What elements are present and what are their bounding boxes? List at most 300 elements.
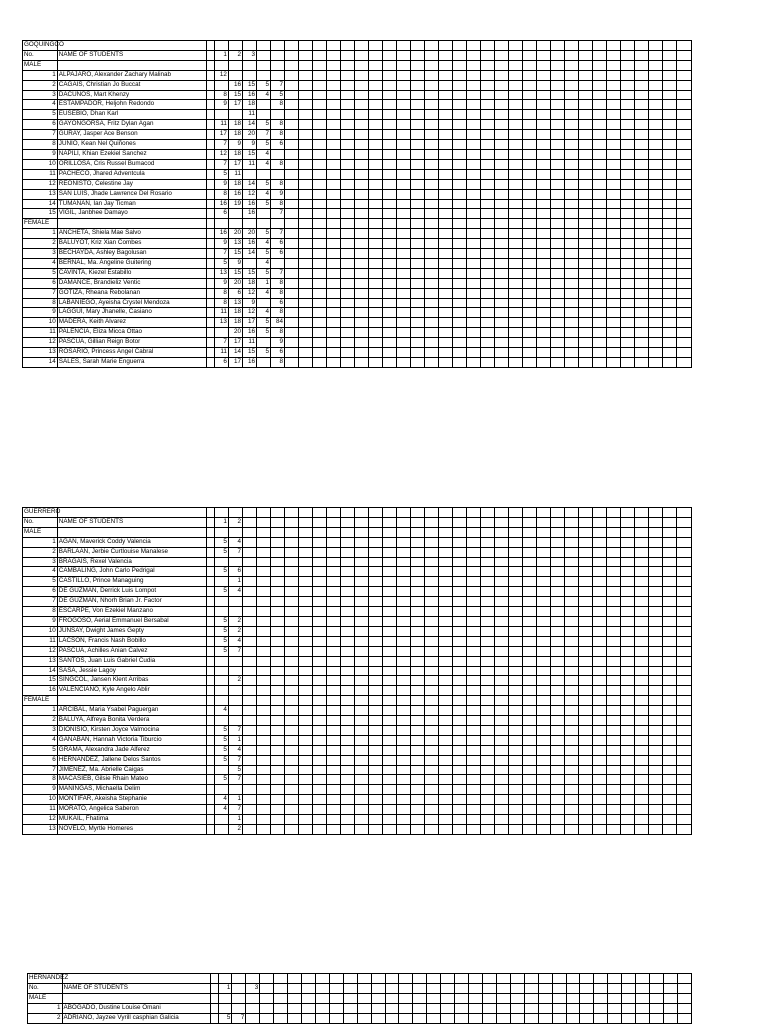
- grid-cell: [649, 805, 663, 815]
- grid-cell: [509, 328, 523, 338]
- grid-cell: [327, 199, 341, 209]
- grid-cell: [411, 308, 425, 318]
- grid-cell: [663, 60, 677, 70]
- grid-cell: [621, 656, 635, 666]
- grid-cell: [607, 517, 621, 527]
- grid-cell: [285, 656, 299, 666]
- grid-cell: [383, 735, 397, 745]
- grid-cell: [551, 805, 565, 815]
- grid-cell: [355, 120, 369, 130]
- grid-cell: [663, 765, 677, 775]
- grid-cell: [439, 745, 453, 755]
- grid-cell: [649, 50, 663, 60]
- grid-cell: [607, 338, 621, 348]
- grid-cell: [341, 120, 355, 130]
- score-cell: 5: [214, 626, 228, 636]
- grid-cell: [453, 745, 467, 755]
- grid-cell: [207, 686, 215, 696]
- grid-cell: [481, 795, 495, 805]
- grid-cell: [270, 577, 284, 587]
- grid-cell: [495, 676, 509, 686]
- grid-cell: [621, 805, 635, 815]
- grid-cell: [313, 140, 327, 150]
- grid-cell: [495, 149, 509, 159]
- grid-cell: [467, 120, 481, 130]
- grid-cell: [369, 338, 383, 348]
- grid-cell: [299, 110, 313, 120]
- grid-cell: [537, 249, 551, 259]
- grid-cell: [397, 120, 411, 130]
- student-name: GAYONGORSA, Fritz Dylan Agan: [57, 120, 206, 130]
- grid-cell: [537, 745, 551, 755]
- grid-cell: [299, 169, 313, 179]
- grid-cell: [579, 735, 593, 745]
- grid-cell: [383, 587, 397, 597]
- grid-cell: [299, 765, 313, 775]
- grid-cell: [607, 696, 621, 706]
- grid-cell: [551, 755, 565, 765]
- grid-cell: [635, 716, 649, 726]
- grid-cell: [411, 795, 425, 805]
- grid-cell: [509, 338, 523, 348]
- grid-cell: [483, 993, 497, 1003]
- grid-cell: [355, 90, 369, 100]
- student-name: DE GUZMAN, Derrick Luis Lompot: [57, 587, 206, 597]
- grid-cell: [467, 179, 481, 189]
- grid-cell: [411, 815, 425, 825]
- grid-cell: [285, 825, 299, 835]
- grid-cell: [580, 983, 594, 993]
- grid-cell: [425, 795, 439, 805]
- grid-cell: [483, 974, 497, 984]
- grid-cell: [411, 159, 425, 169]
- grid-cell: [383, 298, 397, 308]
- grid-cell: [467, 755, 481, 765]
- grid-cell: [467, 249, 481, 259]
- grid-cell: [509, 725, 523, 735]
- grid-cell: [537, 696, 551, 706]
- grid-cell: [453, 80, 467, 90]
- grid-cell: [411, 785, 425, 795]
- grid-cell: [399, 1003, 413, 1013]
- grid-cell: [621, 607, 635, 617]
- grid-cell: [635, 60, 649, 70]
- grid-cell: [635, 696, 649, 706]
- grid-cell: [551, 666, 565, 676]
- grid-cell: [495, 169, 509, 179]
- grid-cell: [285, 527, 299, 537]
- grid-cell: [327, 597, 341, 607]
- grid-cell: [565, 60, 579, 70]
- grid-cell: [523, 775, 537, 785]
- grid-cell: [397, 258, 411, 268]
- grid-cell: [523, 100, 537, 110]
- grid-cell: [579, 537, 593, 547]
- grid-cell: [285, 577, 299, 587]
- grid-cell: [397, 100, 411, 110]
- grid-cell: [256, 219, 270, 229]
- grid-cell: [664, 993, 678, 1003]
- grid-cell: [299, 90, 313, 100]
- score-cell: 7: [270, 268, 284, 278]
- grid-cell: [453, 239, 467, 249]
- score-cell: 8: [270, 328, 284, 338]
- grid-cell: [608, 983, 622, 993]
- grid-cell: [621, 258, 635, 268]
- grid-cell: [285, 725, 299, 735]
- grid-cell: [649, 716, 663, 726]
- grid-cell: [453, 805, 467, 815]
- grid-cell: [439, 100, 453, 110]
- grid-cell: [481, 825, 495, 835]
- grid-cell: [207, 41, 215, 51]
- grid-cell: [299, 308, 313, 318]
- grid-cell: [207, 815, 215, 825]
- grid-cell: [256, 557, 270, 567]
- grid-cell: [523, 298, 537, 308]
- score-cell: 5: [214, 636, 228, 646]
- grid-cell: [467, 70, 481, 80]
- grid-cell: [649, 666, 663, 676]
- grid-cell: [621, 666, 635, 676]
- student-name: MANINGAS, Michaella Delim: [57, 785, 206, 795]
- grid-cell: [411, 567, 425, 577]
- grid-cell: [207, 70, 215, 80]
- grid-cell: [453, 140, 467, 150]
- grid-cell: [677, 785, 692, 795]
- grid-cell: [523, 755, 537, 765]
- grid-cell: [495, 517, 509, 527]
- grid-cell: [425, 50, 439, 60]
- score-cell: [228, 785, 242, 795]
- grid-cell: [565, 41, 579, 51]
- grid-cell: [355, 338, 369, 348]
- score-column-header: [232, 983, 246, 993]
- grid-cell: [677, 696, 692, 706]
- grid-cell: [327, 100, 341, 110]
- grid-cell: [214, 41, 228, 51]
- grid-cell: [467, 825, 481, 835]
- grid-cell: [649, 706, 663, 716]
- score-column-header: 1: [214, 50, 228, 60]
- grid-cell: [635, 169, 649, 179]
- grid-cell: [439, 239, 453, 249]
- grid-cell: [256, 676, 270, 686]
- student-number: 12: [23, 179, 58, 189]
- grid-cell: [495, 626, 509, 636]
- grid-cell: [537, 50, 551, 60]
- grid-cell: [299, 547, 313, 557]
- student-number: 3: [23, 249, 58, 259]
- grid-cell: [551, 745, 565, 755]
- grid-cell: [455, 983, 469, 993]
- grid-cell: [299, 567, 313, 577]
- grid-cell: [566, 974, 580, 984]
- grid-cell: [621, 755, 635, 765]
- grid-cell: [313, 537, 327, 547]
- grid-cell: [649, 537, 663, 547]
- grid-cell: [207, 825, 215, 835]
- grid-cell: [481, 140, 495, 150]
- grid-cell: [355, 626, 369, 636]
- grid-cell: [341, 527, 355, 537]
- grid-cell: [355, 249, 369, 259]
- grid-cell: [242, 587, 256, 597]
- grid-cell: [607, 90, 621, 100]
- grid-cell: [565, 318, 579, 328]
- grid-cell: [341, 815, 355, 825]
- grid-cell: [607, 508, 621, 518]
- grid-cell: [551, 90, 565, 100]
- grid-cell: [551, 130, 565, 140]
- grid-cell: [579, 607, 593, 617]
- grid-cell: [285, 616, 299, 626]
- grid-cell: [411, 547, 425, 557]
- score-cell: 18: [228, 179, 242, 189]
- grid-cell: [537, 169, 551, 179]
- grid-cell: [523, 706, 537, 716]
- grid-cell: [285, 795, 299, 805]
- grid-cell: [565, 547, 579, 557]
- grid-cell: [369, 805, 383, 815]
- grid-cell: [523, 110, 537, 120]
- grid-cell: [411, 676, 425, 686]
- grid-cell: [299, 587, 313, 597]
- grid-cell: [425, 169, 439, 179]
- grid-cell: [256, 716, 270, 726]
- grid-cell: [495, 815, 509, 825]
- grid-cell: [663, 80, 677, 90]
- grid-cell: [467, 110, 481, 120]
- grid-cell: [467, 308, 481, 318]
- score-cell: [256, 110, 270, 120]
- grid-cell: [397, 616, 411, 626]
- grid-cell: [467, 567, 481, 577]
- grid-cell: [523, 308, 537, 318]
- grid-cell: [383, 656, 397, 666]
- grid-cell: [523, 169, 537, 179]
- grid-cell: [285, 666, 299, 676]
- grid-cell: [467, 686, 481, 696]
- grid-cell: [453, 577, 467, 587]
- grid-cell: [537, 616, 551, 626]
- grid-cell: [537, 298, 551, 308]
- grid-cell: [327, 735, 341, 745]
- grid-cell: [537, 278, 551, 288]
- grid-cell: [285, 288, 299, 298]
- grid-cell: [369, 298, 383, 308]
- grid-cell: [313, 288, 327, 298]
- grid-cell: [256, 765, 270, 775]
- grid-cell: [677, 666, 692, 676]
- grid-cell: [621, 577, 635, 587]
- grid-cell: [355, 60, 369, 70]
- grid-cell: [593, 815, 607, 825]
- grid-cell: [357, 1003, 371, 1013]
- grid-cell: [285, 517, 299, 527]
- grid-cell: [677, 537, 692, 547]
- grid-cell: [397, 229, 411, 239]
- student-name: AGAN, Maverick Coddy Valencia: [57, 537, 206, 547]
- grid-cell: [537, 358, 551, 368]
- grid-cell: [57, 508, 206, 518]
- grid-cell: [439, 130, 453, 140]
- grid-cell: [369, 189, 383, 199]
- grid-cell: [509, 60, 523, 70]
- grid-cell: [242, 537, 256, 547]
- grid-cell: [663, 725, 677, 735]
- grid-cell: [439, 646, 453, 656]
- grid-cell: [495, 189, 509, 199]
- grid-cell: [299, 140, 313, 150]
- grid-cell: [663, 706, 677, 716]
- column-header-no: No.: [28, 983, 63, 993]
- student-number: 8: [23, 140, 58, 150]
- student-row: [23, 795, 692, 805]
- grid-cell: [467, 666, 481, 676]
- score-cell: 7: [270, 80, 284, 90]
- grid-cell: [509, 100, 523, 110]
- grid-cell: [383, 795, 397, 805]
- grid-cell: [481, 765, 495, 775]
- grid-cell: [355, 527, 369, 537]
- score-cell: 6: [214, 358, 228, 368]
- grid-cell: [621, 765, 635, 775]
- grid-cell: [341, 745, 355, 755]
- grid-cell: [663, 159, 677, 169]
- grid-cell: [411, 268, 425, 278]
- grid-cell: [299, 815, 313, 825]
- grid-cell: [274, 974, 288, 984]
- grid-cell: [607, 258, 621, 268]
- grid-cell: [411, 110, 425, 120]
- grid-cell: [677, 775, 692, 785]
- grid-cell: [57, 696, 206, 706]
- grid-cell: [677, 686, 692, 696]
- score-cell: 18: [242, 100, 256, 110]
- grid-cell: [453, 60, 467, 70]
- grid-cell: [327, 249, 341, 259]
- grid-cell: [369, 537, 383, 547]
- grid-cell: [207, 358, 215, 368]
- grid-cell: [467, 805, 481, 815]
- grid-cell: [397, 626, 411, 636]
- grid-cell: [207, 785, 215, 795]
- grid-cell: [565, 825, 579, 835]
- grid-cell: [274, 1013, 288, 1023]
- grid-cell: [411, 716, 425, 726]
- grid-cell: [341, 328, 355, 338]
- score-cell: 12: [242, 308, 256, 318]
- grid-cell: [565, 716, 579, 726]
- grid-cell: [453, 656, 467, 666]
- grid-cell: [411, 825, 425, 835]
- grid-cell: [299, 120, 313, 130]
- grid-cell: [341, 159, 355, 169]
- student-row: [28, 1003, 692, 1013]
- grid-cell: [509, 696, 523, 706]
- grid-cell: [524, 993, 538, 1003]
- grid-cell: [371, 993, 385, 1003]
- grid-cell: [551, 328, 565, 338]
- grid-cell: [481, 725, 495, 735]
- grid-cell: [285, 50, 299, 60]
- grid-cell: [355, 686, 369, 696]
- grid-cell: [299, 60, 313, 70]
- grid-cell: [509, 348, 523, 358]
- grid-cell: [341, 755, 355, 765]
- grid-cell: [299, 616, 313, 626]
- grid-cell: [565, 90, 579, 100]
- grid-cell: [635, 666, 649, 676]
- grid-cell: [621, 318, 635, 328]
- grid-cell: [214, 527, 228, 537]
- grid-cell: [256, 805, 270, 815]
- grid-cell: [355, 656, 369, 666]
- grid-cell: [509, 149, 523, 159]
- grid-cell: [355, 348, 369, 358]
- grid-cell: [593, 100, 607, 110]
- grid-cell: [523, 328, 537, 338]
- grid-cell: [537, 775, 551, 785]
- grid-cell: [677, 765, 692, 775]
- grid-cell: [523, 60, 537, 70]
- student-row: [23, 646, 692, 656]
- grid-cell: [207, 547, 215, 557]
- grid-cell: [341, 308, 355, 318]
- grid-cell: [285, 547, 299, 557]
- grid-cell: [481, 120, 495, 130]
- grid-cell: [481, 508, 495, 518]
- grid-cell: [593, 70, 607, 80]
- grid-cell: [621, 825, 635, 835]
- grid-cell: [663, 100, 677, 110]
- grid-cell: [649, 149, 663, 159]
- grid-cell: [677, 189, 692, 199]
- grid-cell: [579, 169, 593, 179]
- grid-cell: [649, 567, 663, 577]
- grid-cell: [621, 676, 635, 686]
- grid-cell: [495, 239, 509, 249]
- grid-cell: [635, 278, 649, 288]
- grid-cell: [677, 209, 692, 219]
- grid-cell: [256, 725, 270, 735]
- grid-cell: [537, 308, 551, 318]
- grid-cell: [288, 993, 302, 1003]
- student-name: NOVELO, Myrtle Homeres: [57, 825, 206, 835]
- student-number: 5: [23, 745, 58, 755]
- grid-cell: [579, 268, 593, 278]
- grid-cell: [383, 219, 397, 229]
- grid-cell: [383, 686, 397, 696]
- grid-cell: [369, 90, 383, 100]
- grid-cell: [313, 229, 327, 239]
- grid-cell: [383, 716, 397, 726]
- grid-cell: [509, 169, 523, 179]
- grid-cell: [285, 268, 299, 278]
- grid-cell: [411, 41, 425, 51]
- grid-cell: [649, 358, 663, 368]
- grid-cell: [383, 189, 397, 199]
- grid-cell: [383, 140, 397, 150]
- score-cell: 20: [228, 278, 242, 288]
- grid-cell: [315, 983, 329, 993]
- student-name: LABANIEGO, Ayeisha Crystel Mendoza: [57, 298, 206, 308]
- grid-cell: [453, 666, 467, 676]
- grid-cell: [565, 50, 579, 60]
- grid-cell: [453, 179, 467, 189]
- grid-cell: [566, 983, 580, 993]
